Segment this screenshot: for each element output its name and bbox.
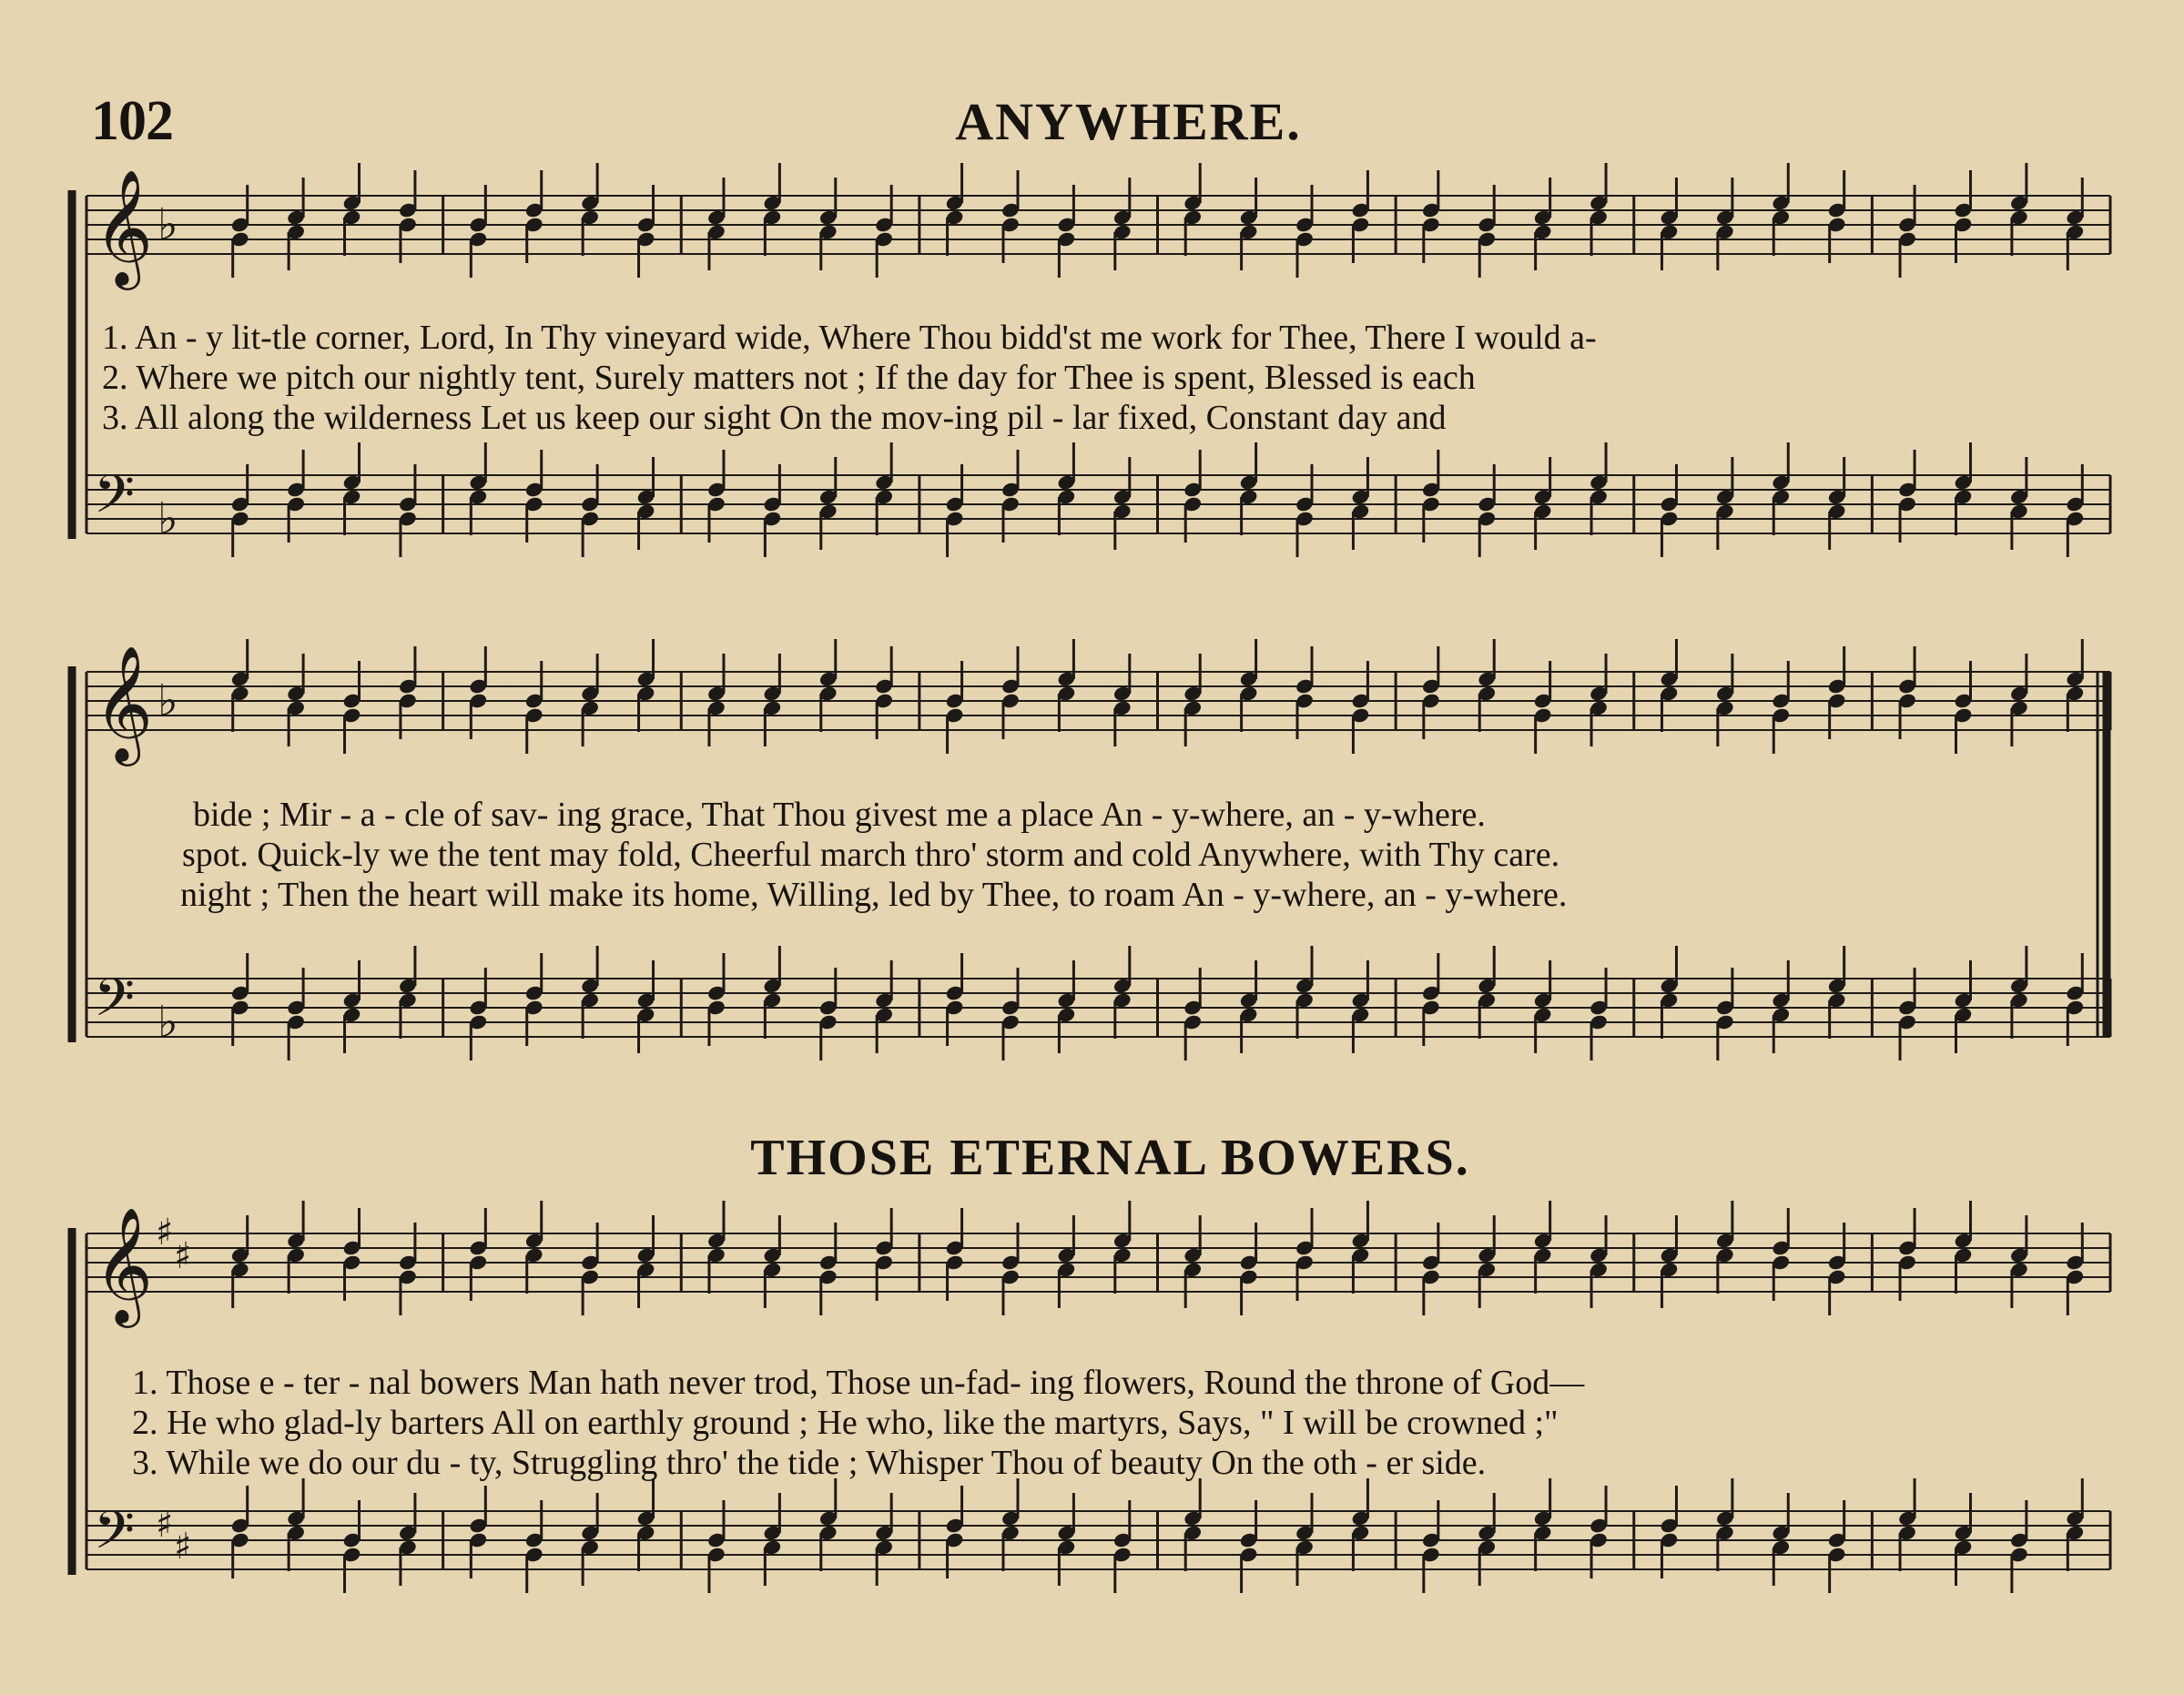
sharp-icon: ♯ — [174, 1526, 192, 1568]
verse-line: 3. While we do our du - ty, Struggling thro' the tide ; Whisper Thou of beauty On the oth - er side. — [132, 1444, 1487, 1482]
treble-clef-icon: 𝄞 — [94, 168, 154, 285]
flat-icon: ♭ — [157, 199, 178, 250]
flat-icon: ♭ — [157, 493, 178, 544]
verse-line: spot. Quick-ly we the tent may fold, Cheerful march thro' storm and cold Anywhere, with Thy care. — [182, 836, 1560, 874]
bass-clef-icon: 𝄢 — [94, 463, 136, 538]
page-number: 102 — [91, 90, 173, 152]
treble-clef-icon: 𝄞 — [94, 1206, 154, 1323]
verse-line: 1. An - y lit-tle corner, Lord, In Thy vineyard wide, Where Thou bidd'st me work for Thee, There I would a- — [102, 319, 1597, 357]
verse-line: 1. Those e - ter - nal bowers Man hath never trod, Those un-fad- ing flowers, Round the throne of God— — [132, 1364, 1585, 1402]
sharp-icon: ♯ — [156, 1504, 174, 1546]
sharp-icon: ♯ — [156, 1212, 174, 1253]
verse-line: night ; Then the heart will make its home, Willing, led by Thee, to roam An - y-where, an - y-where. — [180, 876, 1568, 914]
verse-line: 3. All along the wilderness Let us keep our sight On the mov-ing pil - lar fixed, Constant day and — [102, 399, 1447, 437]
hymn-title-those-eternal-bowers: THOSE ETERNAL BOWERS. — [750, 1130, 1470, 1186]
bass-clef-icon: 𝄢 — [94, 967, 136, 1041]
treble-clef-icon: 𝄞 — [94, 645, 154, 761]
verse-line: 2. Where we pitch our nightly tent, Surely matters not ; If the day for Thee is spent, Blessed is each — [102, 359, 1476, 397]
flat-icon: ♭ — [157, 997, 178, 1048]
hymn-title-anywhere: ANYWHERE. — [955, 92, 1302, 151]
flat-icon: ♭ — [157, 675, 178, 726]
sharp-icon: ♯ — [174, 1235, 192, 1277]
verse-line: bide ; Mir - a - cle of sav- ing grace, That Thou givest me a place An - y-where, an - y-where. — [193, 796, 1486, 834]
bass-clef-icon: 𝄢 — [94, 1499, 136, 1574]
verse-line: 2. He who glad-ly barters All on earthly ground ; He who, like the martyrs, Says, " I will be crowned ;" — [132, 1404, 1559, 1442]
